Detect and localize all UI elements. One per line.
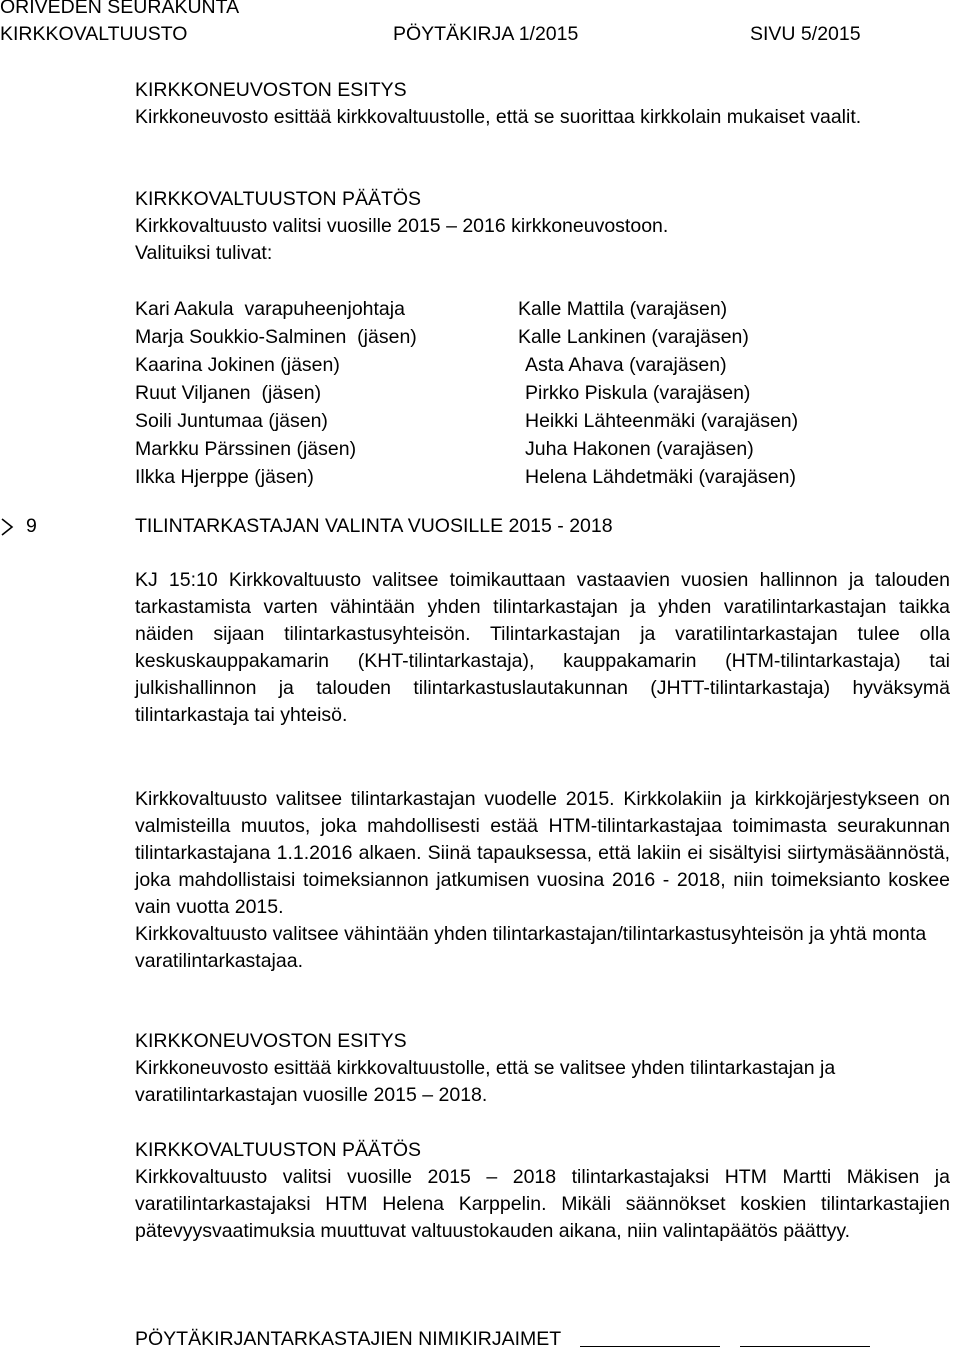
proposal-1: [135, 77, 950, 131]
member-name: Marja Soukkio-Salminen (jäsen): [135, 326, 417, 348]
member-name: Markku Pärssinen (jäsen): [135, 438, 357, 460]
header-body: KIRKKOVALTUUSTO: [0, 23, 188, 45]
proposal-2-text: Kirkkoneuvosto esittää kirkkovaltuustolle, että se valitsee yhden tilintarkastajan ja varatilintarkastajan vuosille 2015 – 2018.: [135, 1057, 836, 1106]
proposal-2: [135, 1028, 950, 1109]
deputy-name: Helena Lähdetmäki (varajäsen): [525, 466, 796, 488]
signature-line-1: [580, 1346, 720, 1347]
section-9-paragraph-3: Kirkkovaltuusto valitsee vähintään yhden tilintarkastajan/tilintarkastusyhteisön ja yhtä monta varatilintarkastajaa.: [135, 923, 927, 972]
deputy-name: Pirkko Piskula (varajäsen): [525, 382, 751, 404]
signature-label: PÖYTÄKIRJANTARKASTAJIEN NIMIKIRJAIMET: [135, 1328, 561, 1350]
decision-2-text: Kirkkovaltuusto valitsi vuosille 2015 – 2018 tilintarkastajaksi HTM Martti Mäkisen ja varatilintarkastajaksi HTM Helena Karppelin. Mikäli säännökset koskien tilintarkastajien pätevyysvaatimuksia muuttuvat valtuustokauden aikana, niin valintapäätös päättyy.: [135, 1166, 950, 1242]
decision-1-heading: KIRKKOVALTUUSTON PÄÄTÖS: [135, 188, 422, 210]
decision-1-line1: Kirkkovaltuusto valitsi vuosille 2015 – 2016 kirkkoneuvostoon.: [135, 215, 669, 237]
member-name: Ruut Viljanen (jäsen): [135, 382, 322, 404]
list-item: [135, 296, 950, 324]
deputy-name: Juha Hakonen (varajäsen): [525, 438, 754, 460]
decision-1-line2: Valituiksi tulivat:: [135, 242, 273, 264]
deputy-name: Asta Ahava (varajäsen): [525, 354, 727, 376]
decision-1: [135, 186, 950, 267]
list-item: [135, 324, 950, 352]
header-page-number: SIVU 5/2015: [750, 23, 861, 45]
signature-row: [135, 1326, 870, 1353]
section-title: TILINTARKASTAJAN VALINTA VUOSILLE 2015 - 2018: [135, 515, 613, 537]
decision-2-heading: KIRKKOVALTUUSTON PÄÄTÖS: [135, 1139, 422, 1161]
list-item: [135, 436, 950, 464]
proposal-1-heading: KIRKKONEUVOSTON ESITYS: [135, 79, 407, 101]
deputy-name: Kalle Lankinen (varajäsen): [518, 326, 749, 348]
proposal-1-text: Kirkkoneuvosto esittää kirkkovaltuustolle, että se suorittaa kirkkolain mukaiset vaalit.: [135, 106, 862, 128]
list-item: [135, 408, 950, 436]
member-name: Soili Juntumaa (jäsen): [135, 410, 328, 432]
organization-name: ORIVEDEN SEURAKUNTA: [0, 0, 240, 18]
signature-line-2: [740, 1346, 870, 1347]
deputy-name: Heikki Lähteenmäki (varajäsen): [525, 410, 799, 432]
member-name: Ilkka Hjerppe (jäsen): [135, 466, 314, 488]
member-name: Kaarina Jokinen (jäsen): [135, 354, 340, 376]
deputy-name: Kalle Mattila (varajäsen): [518, 298, 728, 320]
list-item: [135, 352, 950, 380]
section-9-heading: [0, 513, 960, 543]
section-9-body-2: [135, 786, 950, 975]
section-9-body: [135, 567, 950, 729]
section-9-paragraph-1: KJ 15:10 Kirkkovaltuusto valitsee toimikauttaan vastaavien vuosien hallinnon ja talouden tarkastamista varten vähintään yhden tilintarkastajan ja yhden varatilintarkastajan taikka näiden sijaan tilintarkastusyhteisön. Tilintarkastajan ja varatilintarkastajan tulee olla keskuskauppakamarin (KHT-tilintarkastaja), kauppakamarin (HTM-tilintarkastaja) tai julkishallinnon ja talouden tilintarkastuslautakunnan (JHTT-tilintarkastaja) hyväksymä tilintarkastaja tai yhteisö.: [135, 569, 950, 726]
member-name: Kari Aakula varapuheenjohtaja: [135, 298, 405, 320]
proposal-2-heading: KIRKKONEUVOSTON ESITYS: [135, 1030, 407, 1052]
section-9-paragraph-2: Kirkkovaltuusto valitsee tilintarkastajan vuodelle 2015. Kirkkolakiin ja kirkkojärjestykseen on valmisteilla muutos, joka mahdollisesti estää HTM-tilintarkastajaa toimimasta seurakunnan tilintarkastajana 1.1.2016 alkaen. Siinä tapauksessa, että lakiin ei sisältyisi siirtymäsäännöstä, joka mahdollistaisi toimeksiannon jatkumisen vuosina 2016 - 2018, niin toimeksianto koskee vain vuotta 2015.: [135, 788, 950, 918]
header-document: PÖYTÄKIRJA 1/2015: [393, 23, 579, 45]
chevron-right-icon: [0, 517, 14, 545]
list-item: [135, 464, 950, 492]
section-number: 9: [26, 515, 37, 537]
list-item: [135, 380, 950, 408]
decision-2: [135, 1137, 950, 1245]
council-members-list: [135, 296, 950, 492]
